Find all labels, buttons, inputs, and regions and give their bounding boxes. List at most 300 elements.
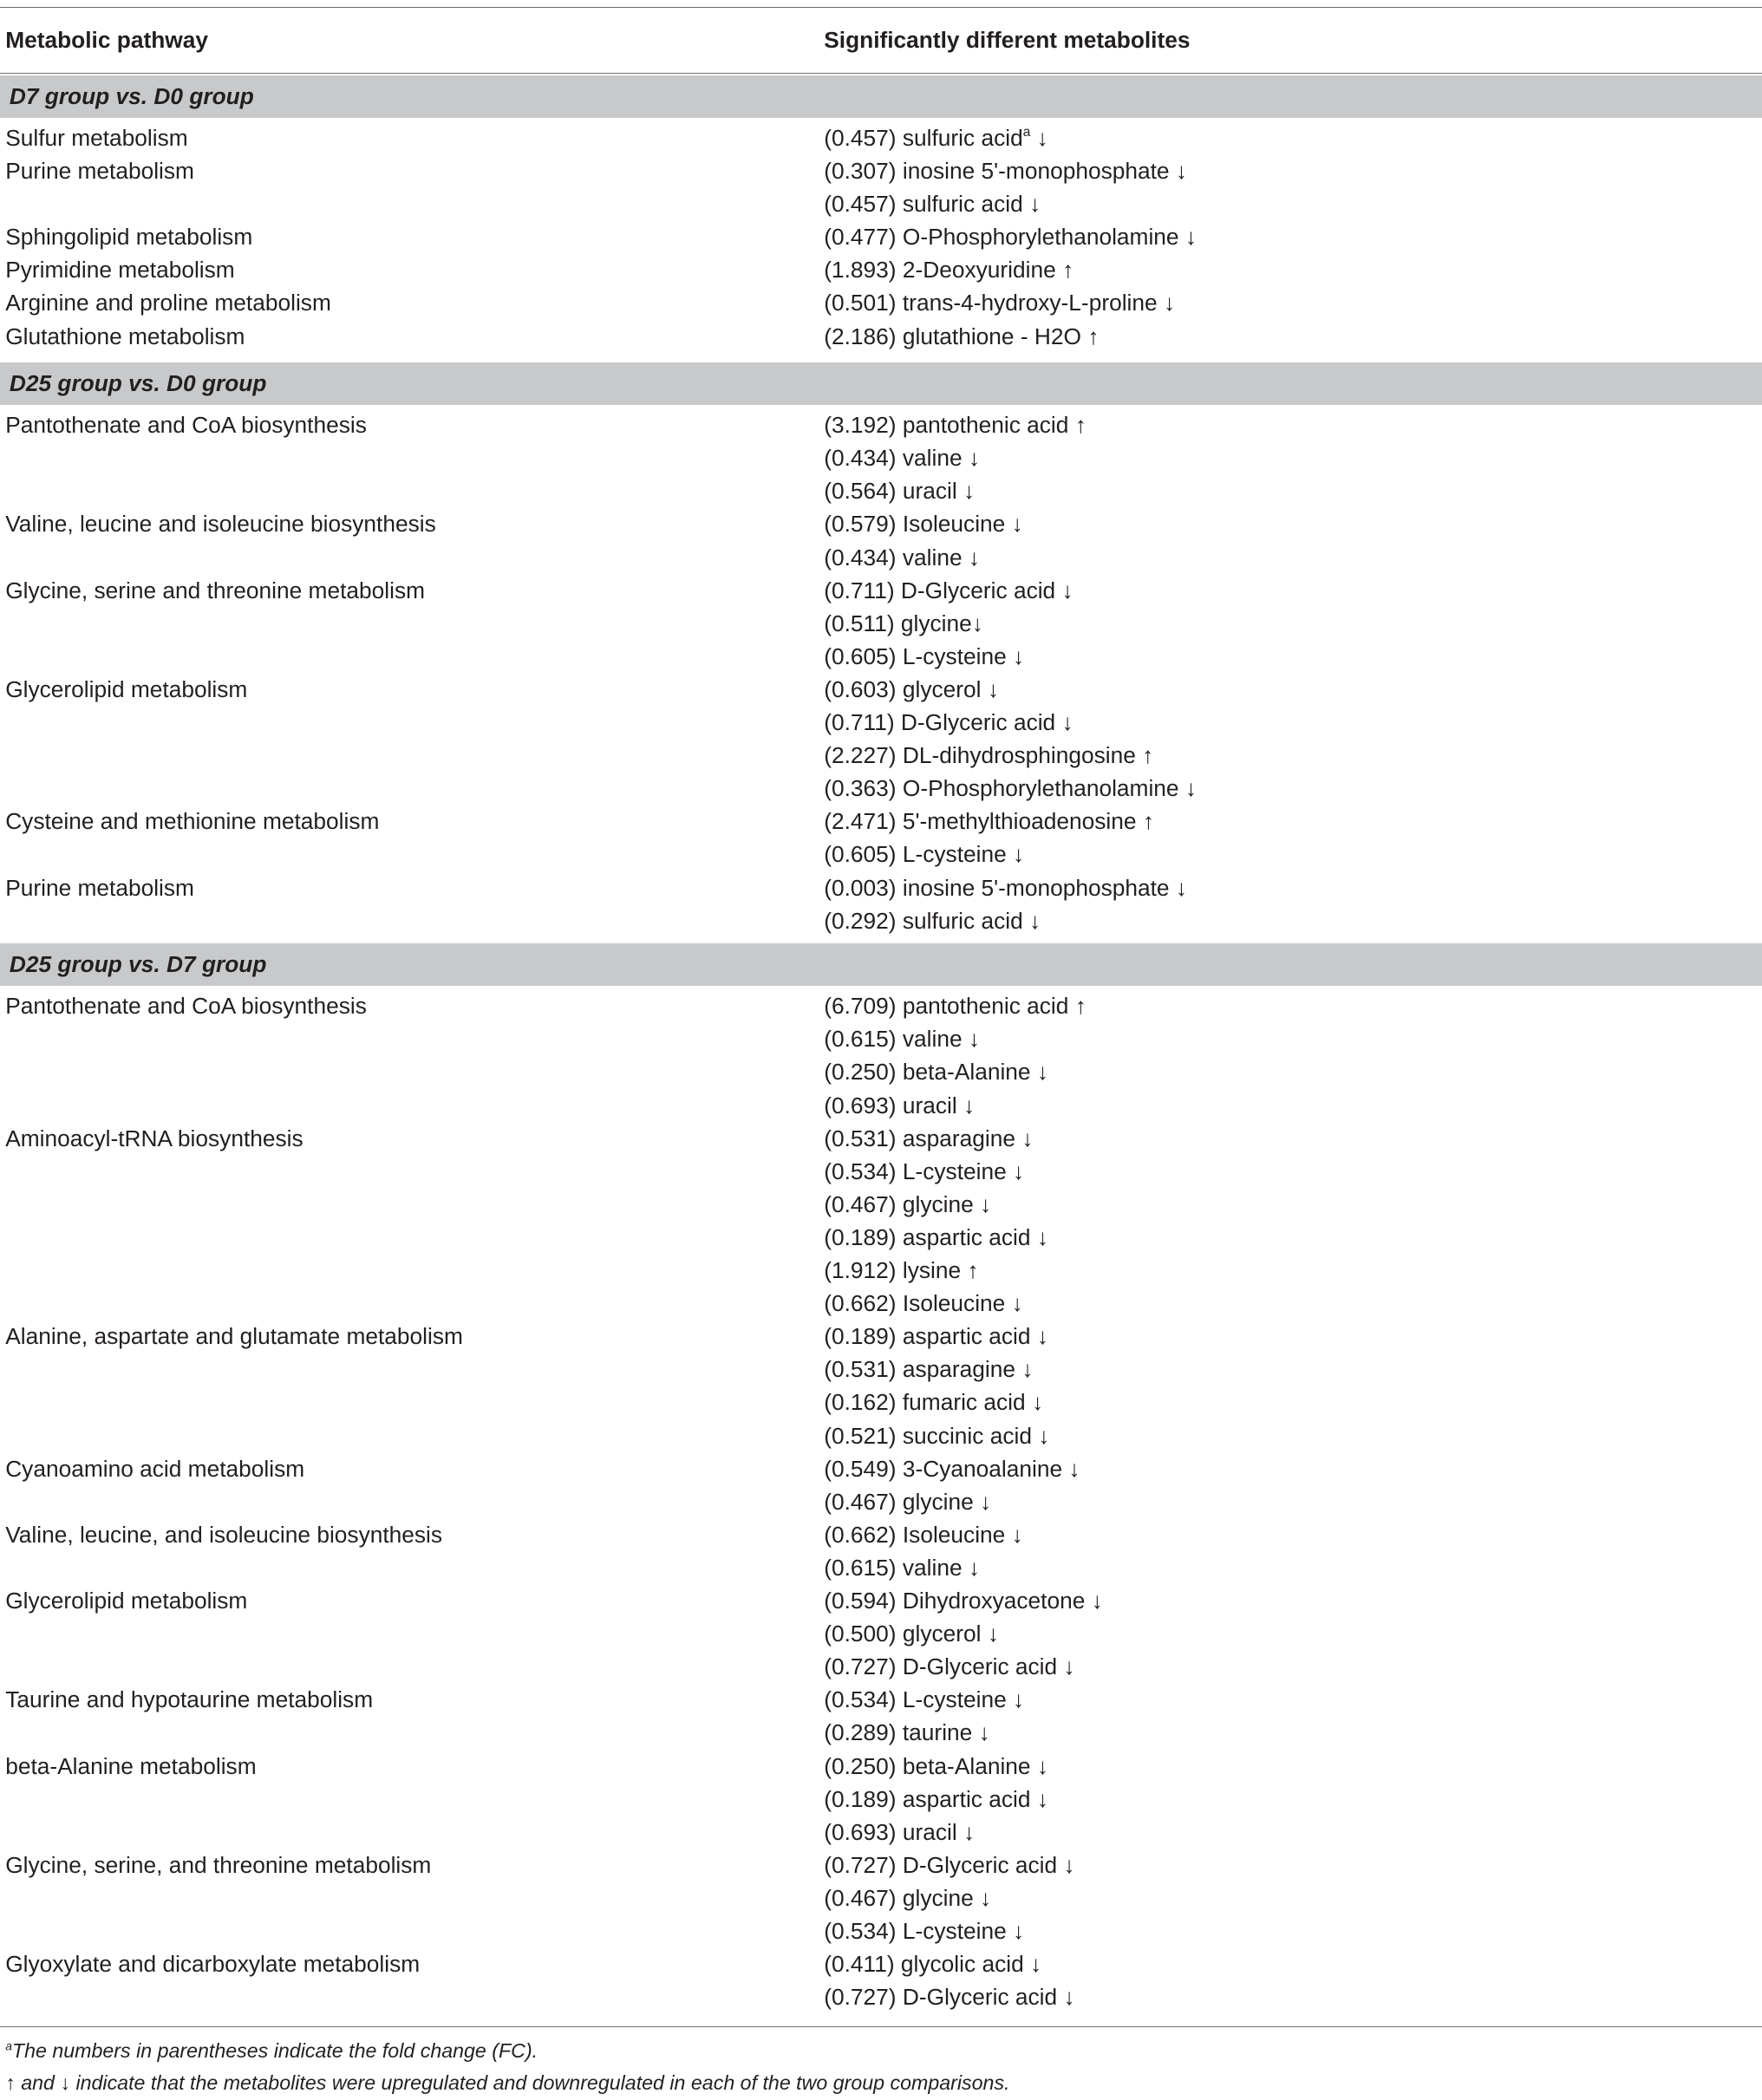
metabolite-name: 5'-methylthioadenosine [902, 808, 1137, 835]
pathway-cell: Glycerolipid metabolism [5, 1588, 248, 1614]
metabolite-name: Isoleucine [902, 1521, 1006, 1548]
down-arrow-icon: ↓ [1011, 1290, 1023, 1317]
footnote [5, 2071, 1009, 2096]
metabolite-name: L-cysteine [902, 841, 1007, 868]
fold-change: 0.501 [831, 290, 889, 316]
table-row [0, 1156, 1762, 1189]
up-arrow-icon: ↑ [1062, 257, 1074, 284]
fold-change: 0.615 [831, 1026, 889, 1053]
metabolite-cell: (0.693) uracil ↓ [824, 1818, 976, 1845]
metabolite-cell: (0.467) glycine ↓ [824, 1488, 992, 1515]
metabolite-cell: (0.711) D-Glyceric acid ↓ [824, 709, 1074, 736]
table-row [0, 608, 1762, 641]
down-arrow-icon: ↓ [1175, 874, 1187, 901]
fold-change: 0.693 [831, 1092, 889, 1118]
fold-change: 0.307 [831, 158, 889, 185]
metabolite-cell: (2.186) glutathione - H2O ↑ [824, 323, 1100, 349]
down-arrow-icon: ↓ [971, 610, 983, 636]
metabolite-cell: (0.594) Dihydroxyacetone ↓ [824, 1588, 1103, 1614]
pathway-cell: Pyrimidine metabolism [5, 257, 235, 284]
header-rule [0, 73, 1762, 75]
fold-change: 0.662 [831, 1290, 889, 1317]
fold-change: 0.662 [831, 1521, 889, 1548]
down-arrow-icon: ↓ [968, 445, 981, 472]
fold-change: 1.912 [831, 1257, 889, 1284]
metabolite-name: glutathione - H2O [902, 323, 1081, 349]
table-row [0, 508, 1762, 541]
fold-change: 2.227 [831, 742, 889, 769]
down-arrow-icon: ↓ [1063, 1653, 1075, 1680]
table-row [0, 1288, 1762, 1321]
metabolite-name: D-Glyceric acid [902, 1984, 1058, 2011]
metabolite-name: DL-dihydrosphingosine [902, 742, 1136, 769]
footnote-marker: a [1022, 124, 1031, 140]
table-row [0, 707, 1762, 740]
metabolite-name: Isoleucine [902, 1290, 1006, 1317]
table-row [0, 442, 1762, 475]
up-arrow-icon: ↑ [1074, 993, 1087, 1020]
fold-change: 0.162 [831, 1389, 889, 1416]
metabolite-name: uracil [902, 478, 957, 505]
fold-change: 0.189 [831, 1785, 889, 1812]
footnote-text: The numbers in parentheses indicate the fold change (FC). [11, 2039, 538, 2063]
metabolite-name: D-Glyceric acid [902, 1653, 1058, 1680]
fold-change: 3.192 [831, 412, 889, 439]
fold-change: 0.564 [831, 478, 889, 505]
bottom-rule [0, 2026, 1762, 2028]
fold-change: 0.363 [831, 775, 889, 802]
pathway-cell: beta-Alanine metabolism [5, 1752, 257, 1779]
metabolite-name: valine [902, 544, 963, 571]
down-arrow-icon: ↓ [1036, 1323, 1048, 1350]
metabolite-cell: (0.711) D-Glyceric acid ↓ [824, 577, 1074, 603]
down-arrow-icon: ↓ [978, 1719, 990, 1746]
metabolite-cell: (0.457) sulfuric acid ↓ [824, 191, 1041, 218]
footnote-text: ↑ and ↓ indicate that the metabolites were upregulated and downregulated in each of the two group comparisons. [5, 2071, 1010, 2095]
metabolite-cell: (0.564) uracil ↓ [824, 478, 976, 505]
fold-change: 0.727 [831, 1984, 889, 2011]
down-arrow-icon: ↓ [1091, 1588, 1103, 1614]
metabolite-cell: (0.534) L-cysteine ↓ [824, 1686, 1025, 1713]
down-arrow-icon: ↓ [1036, 1752, 1049, 1779]
fold-change: 0.594 [831, 1588, 889, 1614]
fold-change: 0.531 [831, 1356, 889, 1383]
down-arrow-icon: ↓ [1068, 1455, 1080, 1482]
pathway-cell: Sulfur metabolism [5, 124, 188, 151]
header-pathway: Metabolic pathway [5, 26, 208, 53]
pathway-cell: Cyanoamino acid metabolism [5, 1455, 305, 1482]
down-arrow-icon: ↓ [1011, 1521, 1023, 1548]
pathway-cell: Valine, leucine, and isoleucine biosynthesis [5, 1521, 443, 1548]
table-row [0, 1684, 1762, 1717]
metabolite-name: taurine [902, 1719, 973, 1746]
metabolite-cell: (0.289) taurine ↓ [824, 1719, 990, 1746]
metabolite-cell: (0.467) glycine ↓ [824, 1884, 992, 1911]
fold-change: 0.603 [831, 675, 889, 702]
metabolite-cell: (0.307) inosine 5'-monophosphate ↓ [824, 158, 1187, 185]
metabolite-name: aspartic acid [902, 1323, 1031, 1350]
metabolite-name: 3-Cyanoalanine [902, 1455, 1063, 1482]
metabolite-name: L-cysteine [902, 1918, 1007, 1945]
pathway-cell: Glyoxylate and dicarboxylate metabolism [5, 1951, 421, 1978]
metabolite-cell: (0.579) Isoleucine ↓ [824, 511, 1023, 538]
table-row [0, 990, 1762, 1023]
metabolite-cell: (0.162) fumaric acid ↓ [824, 1389, 1044, 1416]
pathway-cell: Glycine, serine and threonine metabolism [5, 577, 426, 603]
down-arrow-icon: ↓ [1061, 577, 1074, 603]
table-row [0, 1023, 1762, 1056]
metabolite-cell: (0.534) L-cysteine ↓ [824, 1158, 1025, 1184]
pathway-cell: Glycine, serine, and threonine metabolism [5, 1851, 432, 1878]
pathway-cell: Sphingolipid metabolism [5, 224, 253, 251]
metabolite-name: O-Phosphorylethanolamine [902, 775, 1179, 802]
table-row [0, 1386, 1762, 1419]
table-header [0, 7, 1762, 73]
metabolite-name: glycine [900, 610, 972, 636]
metabolite-cell: (0.411) glycolic acid ↓ [824, 1951, 1042, 1978]
table-row [0, 674, 1762, 707]
metabolite-name: D-Glyceric acid [902, 1851, 1058, 1878]
metabolite-name: pantothenic acid [902, 993, 1069, 1020]
metabolite-cell: (0.292) sulfuric acid ↓ [824, 907, 1041, 934]
table-row [0, 871, 1762, 904]
down-arrow-icon: ↓ [1036, 124, 1048, 151]
metabolite-name: glycerol [902, 675, 982, 702]
metabolite-name: glycerol [902, 1621, 982, 1647]
metabolite-name: pantothenic acid [902, 412, 1069, 439]
down-arrow-icon: ↓ [1029, 191, 1041, 218]
table-row [0, 1849, 1762, 1882]
group-header [0, 943, 1762, 987]
pathway-cell: Pantothenate and CoA biosynthesis [5, 993, 367, 1020]
metabolite-cell: (0.693) uracil ↓ [824, 1092, 976, 1118]
down-arrow-icon: ↓ [1184, 224, 1198, 251]
fold-change: 0.411 [831, 1951, 887, 1978]
fold-change: 0.434 [831, 544, 889, 571]
metabolite-cell: (0.662) Isoleucine ↓ [824, 1521, 1023, 1548]
table-row [0, 1089, 1762, 1122]
pathway-cell: Aminoacyl-tRNA biosynthesis [5, 1125, 303, 1151]
pathway-cell: Valine, leucine and isoleucine biosynthesis [5, 511, 436, 538]
metabolite-cell: (0.477) O-Phosphorylethanolamine ↓ [824, 224, 1198, 251]
group-header [0, 362, 1762, 406]
up-arrow-icon: ↑ [967, 1257, 979, 1284]
metabolite-name: glycine [902, 1190, 974, 1217]
metabolite-cell: (0.531) asparagine ↓ [824, 1125, 1034, 1151]
pathway-cell: Arginine and proline metabolism [5, 290, 331, 316]
metabolite-name: lysine [902, 1257, 962, 1284]
down-arrow-icon: ↓ [963, 478, 976, 505]
metabolite-cell: (0.434) valine ↓ [824, 544, 981, 571]
down-arrow-icon: ↓ [987, 675, 999, 702]
table-row [0, 1651, 1762, 1684]
metabolite-name: sulfuric acid [902, 124, 1023, 151]
metabolite-name: L-cysteine [902, 1158, 1007, 1184]
pathway-cell: Purine metabolism [5, 158, 194, 185]
fold-change: 0.693 [831, 1818, 889, 1845]
table-row [0, 122, 1762, 155]
fold-change: 0.292 [831, 907, 889, 934]
table-row [0, 287, 1762, 320]
metabolite-name: fumaric acid [902, 1389, 1026, 1416]
metabolite-cell: (0.434) valine ↓ [824, 445, 981, 472]
pathway-cell: Cysteine and methionine metabolism [5, 808, 380, 835]
down-arrow-icon: ↓ [968, 544, 981, 571]
fold-change: 0.511 [831, 610, 887, 636]
metabolite-cell: (0.549) 3-Cyanoalanine ↓ [824, 1455, 1080, 1482]
metabolite-name: uracil [902, 1818, 957, 1845]
metabolite-cell: (0.003) inosine 5'-monophosphate ↓ [824, 874, 1187, 901]
metabolite-name: trans-4-hydroxy-L-proline [902, 290, 1158, 316]
table-row [0, 475, 1762, 508]
metabolite-name: sulfuric acid [902, 907, 1023, 934]
fold-change: 2.471 [831, 808, 889, 835]
metabolite-cell: (3.192) pantothenic acid ↑ [824, 412, 1087, 439]
metabolite-name: 2-Deoxyuridine [902, 257, 1056, 284]
table-row [0, 221, 1762, 254]
pathway-cell: Glycerolipid metabolism [5, 675, 248, 702]
metabolite-cell: (0.615) valine ↓ [824, 1554, 981, 1581]
metabolite-cell: (0.189) aspartic acid ↓ [824, 1785, 1048, 1812]
fold-change: 1.893 [831, 257, 889, 284]
fold-change: 0.189 [831, 1323, 889, 1350]
metabolite-name: beta-Alanine [902, 1059, 1031, 1086]
down-arrow-icon: ↓ [963, 1818, 976, 1845]
metabolite-cell: (0.363) O-Phosphorylethanolamine ↓ [824, 775, 1198, 802]
metabolite-name: L-cysteine [902, 1686, 1007, 1713]
metabolite-name: Dihydroxyacetone [902, 1588, 1086, 1614]
down-arrow-icon: ↓ [968, 1554, 981, 1581]
metabolite-cell: (0.511) glycine↓ [824, 610, 983, 636]
down-arrow-icon: ↓ [980, 1190, 992, 1217]
fold-change: 0.534 [831, 1158, 889, 1184]
metabolite-cell: (0.605) L-cysteine ↓ [824, 841, 1025, 868]
metabolite-name: sulfuric acid [902, 191, 1023, 218]
fold-change: 0.531 [831, 1125, 889, 1151]
metabolite-name: asparagine [902, 1356, 1015, 1383]
table-row [0, 1321, 1762, 1353]
down-arrow-icon: ↓ [968, 1026, 981, 1053]
up-arrow-icon: ↑ [1142, 742, 1154, 769]
metabolite-cell: (0.534) L-cysteine ↓ [824, 1918, 1025, 1945]
table-row [0, 773, 1762, 805]
table-row [0, 188, 1762, 221]
table-row [0, 1453, 1762, 1486]
pathway-cell: Alanine, aspartate and glutamate metabolism [5, 1323, 463, 1350]
table-row [0, 320, 1762, 353]
metabolite-cell: (0.727) D-Glyceric acid ↓ [824, 1653, 1075, 1680]
down-arrow-icon: ↓ [963, 1092, 976, 1118]
fold-change: 0.615 [831, 1554, 889, 1581]
metabolite-name: asparagine [902, 1125, 1015, 1151]
table-row [0, 575, 1762, 608]
down-arrow-icon: ↓ [1163, 290, 1176, 316]
metabolite-name: D-Glyceric acid [900, 577, 1056, 603]
metabolite-cell: (0.727) D-Glyceric acid ↓ [824, 1984, 1075, 2011]
metabolite-name: aspartic acid [902, 1785, 1031, 1812]
metabolite-cell: (0.662) Isoleucine ↓ [824, 1290, 1023, 1317]
fold-change: 0.521 [831, 1422, 889, 1449]
down-arrow-icon: ↓ [1175, 158, 1187, 185]
metabolite-cell: (0.250) beta-Alanine ↓ [824, 1059, 1049, 1086]
metabolite-name: D-Glyceric acid [900, 709, 1056, 736]
down-arrow-icon: ↓ [980, 1884, 992, 1911]
fold-change: 2.186 [831, 323, 889, 349]
metabolite-name: beta-Alanine [902, 1752, 1031, 1779]
table-row [0, 1585, 1762, 1618]
table-row [0, 1882, 1762, 1915]
fold-change: 0.250 [831, 1059, 889, 1086]
down-arrow-icon: ↓ [1011, 511, 1023, 538]
down-arrow-icon: ↓ [1184, 775, 1198, 802]
table-row [0, 1353, 1762, 1386]
metabolite-name: glycolic acid [900, 1951, 1024, 1978]
fold-change: 0.477 [831, 224, 889, 251]
fold-change: 0.549 [831, 1455, 889, 1482]
metabolite-name: inosine 5'-monophosphate [902, 874, 1170, 901]
metabolite-cell: (2.227) DL-dihydrosphingosine ↑ [824, 742, 1154, 769]
metabolite-name: uracil [902, 1092, 957, 1118]
pathway-cell: Pantothenate and CoA biosynthesis [5, 412, 367, 439]
down-arrow-icon: ↓ [1021, 1125, 1034, 1151]
table-row [0, 1189, 1762, 1222]
table-row [0, 1948, 1762, 1981]
metabolite-cell: (0.603) glycerol ↓ [824, 675, 999, 702]
fold-change: 6.709 [831, 993, 889, 1020]
up-arrow-icon: ↑ [1142, 808, 1154, 835]
metabolite-name: inosine 5'-monophosphate [902, 158, 1170, 185]
group-header [0, 75, 1762, 119]
group-title: D25 group vs. D0 group [9, 370, 267, 397]
fold-change: 0.467 [831, 1488, 889, 1515]
fold-change: 0.434 [831, 445, 889, 472]
fold-change: 0.457 [831, 191, 889, 218]
metabolite-cell: (0.501) trans-4-hydroxy-L-proline ↓ [824, 290, 1176, 316]
table-row [0, 1915, 1762, 1948]
down-arrow-icon: ↓ [987, 1621, 999, 1647]
metabolite-name: valine [902, 1026, 963, 1053]
fold-change: 0.467 [831, 1190, 889, 1217]
table-row [0, 740, 1762, 773]
down-arrow-icon: ↓ [1013, 1686, 1025, 1713]
table-row [0, 541, 1762, 574]
fold-change: 0.467 [831, 1884, 889, 1911]
metabolite-name: valine [902, 1554, 963, 1581]
fold-change: 0.727 [831, 1653, 889, 1680]
metabolite-cell: (0.500) glycerol ↓ [824, 1621, 999, 1647]
down-arrow-icon: ↓ [1021, 1356, 1034, 1383]
fold-change: 0.003 [831, 874, 889, 901]
down-arrow-icon: ↓ [1036, 1059, 1049, 1086]
metabolite-cell: (1.893) 2-Deoxyuridine ↑ [824, 257, 1074, 284]
fold-change: 0.605 [831, 841, 889, 868]
metabolite-cell: (0.521) succinic acid ↓ [824, 1422, 1050, 1449]
fold-change: 0.289 [831, 1719, 889, 1746]
up-arrow-icon: ↑ [1074, 412, 1087, 439]
metabolite-cell: (0.605) L-cysteine ↓ [824, 642, 1025, 669]
fold-change: 0.711 [831, 577, 887, 603]
pathway-cell: Purine metabolism [5, 874, 194, 901]
fold-change: 0.457 [831, 124, 889, 151]
table-row [0, 1419, 1762, 1452]
table-row [0, 905, 1762, 938]
metabolite-cell: (0.615) valine ↓ [824, 1026, 981, 1053]
fold-change: 0.727 [831, 1851, 889, 1878]
down-arrow-icon: ↓ [1061, 709, 1074, 736]
metabolite-cell: (0.189) aspartic acid ↓ [824, 1223, 1048, 1250]
metabolite-name: valine [902, 445, 963, 472]
table-row [0, 838, 1762, 871]
table-row [0, 1981, 1762, 2014]
footnote-marker: a [5, 2038, 12, 2053]
table-row [0, 1717, 1762, 1750]
metabolite-cell: (0.531) asparagine ↓ [824, 1356, 1034, 1383]
table-row [0, 641, 1762, 674]
down-arrow-icon: ↓ [980, 1488, 992, 1515]
fold-change: 0.711 [831, 709, 887, 736]
table-row [0, 1519, 1762, 1552]
metabolite-cell: (0.250) beta-Alanine ↓ [824, 1752, 1049, 1779]
up-arrow-icon: ↑ [1087, 323, 1100, 349]
fold-change: 0.534 [831, 1918, 889, 1945]
metabolite-cell: (1.912) lysine ↑ [824, 1257, 979, 1284]
down-arrow-icon: ↓ [1030, 1951, 1042, 1978]
metabolite-name: L-cysteine [902, 642, 1007, 669]
fold-change: 0.500 [831, 1621, 889, 1647]
group-title: D7 group vs. D0 group [9, 82, 254, 109]
metabolite-name: glycine [902, 1488, 974, 1515]
table-row [0, 409, 1762, 442]
metabolite-cell: (2.471) 5'-methylthioadenosine ↑ [824, 808, 1154, 835]
metabolite-name: succinic acid [902, 1422, 1032, 1449]
fold-change: 0.605 [831, 642, 889, 669]
metabolite-name: aspartic acid [902, 1223, 1031, 1250]
down-arrow-icon: ↓ [1013, 1158, 1025, 1184]
down-arrow-icon: ↓ [1029, 907, 1041, 934]
down-arrow-icon: ↓ [1038, 1422, 1050, 1449]
metabolite-name: Isoleucine [902, 511, 1006, 538]
table-row [0, 155, 1762, 188]
table-row [0, 805, 1762, 838]
table-row [0, 1255, 1762, 1288]
table-row [0, 1222, 1762, 1255]
metabolite-cell: (0.467) glycine ↓ [824, 1190, 992, 1217]
fold-change: 0.250 [831, 1752, 889, 1779]
table-row [0, 1123, 1762, 1156]
down-arrow-icon: ↓ [1063, 1984, 1075, 2011]
down-arrow-icon: ↓ [1036, 1785, 1048, 1812]
down-arrow-icon: ↓ [1031, 1389, 1044, 1416]
metabolite-cell: (0.457) sulfuric acid$^a$ ↓ [824, 124, 1048, 151]
fold-change: 0.534 [831, 1686, 889, 1713]
down-arrow-icon: ↓ [1013, 642, 1025, 669]
metabolite-cell: (6.709) pantothenic acid ↑ [824, 993, 1087, 1020]
table-row [0, 1750, 1762, 1783]
table-row [0, 1486, 1762, 1519]
pathway-cell: Glutathione metabolism [5, 323, 245, 349]
metabolite-cell: (0.727) D-Glyceric acid ↓ [824, 1851, 1075, 1878]
table-row [0, 1056, 1762, 1089]
metabolite-name: O-Phosphorylethanolamine [902, 224, 1179, 251]
fold-change: 0.189 [831, 1223, 889, 1250]
footnote [5, 2039, 538, 2064]
metabolite-name: glycine [902, 1884, 974, 1911]
down-arrow-icon: ↓ [1013, 1918, 1025, 1945]
pathway-cell: Taurine and hypotaurine metabolism [5, 1686, 374, 1713]
table-row [0, 254, 1762, 287]
group-title: D25 group vs. D7 group [9, 951, 267, 978]
down-arrow-icon: ↓ [1036, 1223, 1048, 1250]
